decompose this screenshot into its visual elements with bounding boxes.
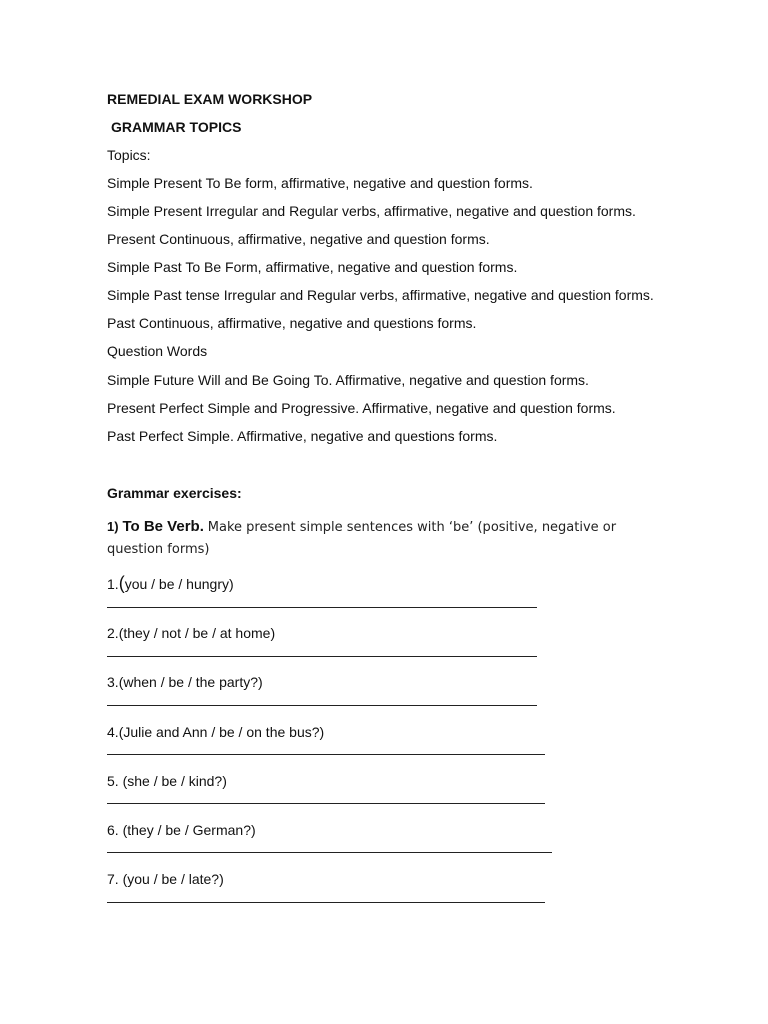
item-prompt: Julie and Ann / be / on the bus?) (123, 724, 325, 740)
item-prompt: when / be / the party?) (123, 674, 263, 690)
topic-item: Simple Future Will and Be Going To. Affirmative, negative and question forms. (107, 372, 589, 388)
answer-blank[interactable] (107, 656, 537, 657)
answer-blank[interactable] (107, 607, 537, 608)
exercise-item (107, 773, 227, 790)
topic-item: Simple Past tense Irregular and Regular verbs, affirmative, negative and question forms. (107, 287, 654, 303)
item-prompt: you / be / hungry) (124, 576, 234, 592)
exercise-item (107, 822, 256, 839)
topics-label: Topics: (107, 147, 151, 163)
item-paren: ( (118, 724, 124, 740)
item-prompt: they / be / German?) (127, 822, 256, 838)
topic-item: Past Perfect Simple. Affirmative, negative and questions forms. (107, 428, 498, 444)
item-number: 5. (107, 773, 123, 789)
exercise-instruction (107, 516, 667, 560)
item-number: 1. (107, 576, 119, 592)
item-paren: ( (118, 573, 125, 593)
document-heading: REMEDIAL EXAM WORKSHOP (107, 91, 313, 107)
item-number: 2. (107, 625, 119, 641)
item-prompt: you / be / late?) (127, 871, 224, 887)
topic-item: Simple Present Irregular and Regular verbs, affirmative, negative and question forms. (107, 203, 636, 219)
item-prompt: they / not / be / at home) (123, 625, 276, 641)
document-subheading: GRAMMAR TOPICS (111, 119, 242, 135)
exercise-item (107, 674, 263, 691)
exercise-item (107, 724, 324, 741)
exercise-item (107, 625, 275, 642)
answer-blank[interactable] (107, 852, 552, 853)
topic-item: Simple Past To Be Form, affirmative, negative and question forms. (107, 259, 518, 275)
exercise-instruction-text: Make present simple sentences with ‘be’ (positive, negative or question forms) (107, 520, 617, 557)
topic-item: Present Continuous, affirmative, negative and question forms. (107, 231, 490, 247)
exercise-title: To Be Verb. (122, 518, 204, 535)
item-paren: ( (118, 674, 124, 690)
item-paren: ( (118, 625, 124, 641)
item-paren: ( (122, 822, 128, 838)
answer-blank[interactable] (107, 902, 545, 903)
item-number: 6. (107, 822, 123, 838)
topic-item: Question Words (107, 343, 208, 359)
exercise-number: 1) (107, 519, 119, 534)
item-paren: ( (122, 871, 128, 887)
item-number: 7. (107, 871, 123, 887)
exercise-item (107, 575, 234, 593)
answer-blank[interactable] (107, 803, 545, 804)
item-prompt: she / be / kind?) (127, 773, 227, 789)
topic-item: Simple Present To Be form, affirmative, negative and question forms. (107, 175, 533, 191)
item-number: 3. (107, 674, 119, 690)
exercises-heading: Grammar exercises: (107, 485, 242, 501)
answer-blank[interactable] (107, 754, 545, 755)
item-paren: ( (122, 773, 128, 789)
item-number: 4. (107, 724, 119, 740)
exercise-item (107, 871, 224, 888)
answer-blank[interactable] (107, 705, 537, 706)
topic-item: Past Continuous, affirmative, negative and questions forms. (107, 315, 477, 331)
topic-item: Present Perfect Simple and Progressive. Affirmative, negative and question forms. (107, 400, 616, 416)
